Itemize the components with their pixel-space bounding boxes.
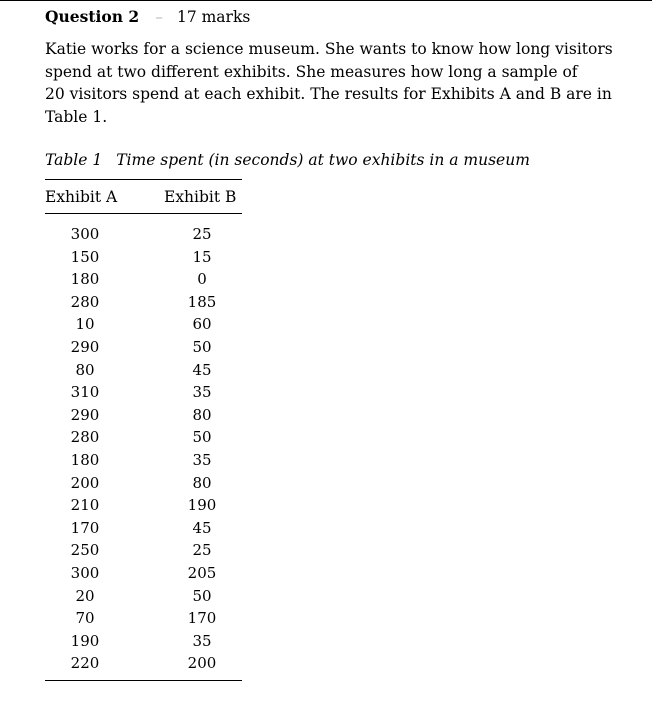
exhibit-b-value: 205 [187, 563, 217, 582]
exhibit-b-value: 45 [192, 360, 212, 379]
column-header-exhibit-a: Exhibit A [45, 188, 118, 206]
intro-line: spend at two different exhibits. She measures how long a sample of [45, 62, 578, 81]
table-row [45, 517, 242, 540]
exhibit-a-value: 250 [70, 541, 100, 560]
exhibit-b-value: 35 [192, 631, 212, 650]
table-row [45, 449, 242, 472]
intro-line: Katie works for a science museum. She wants to know how long visitors [45, 40, 613, 58]
table-row [45, 381, 242, 404]
exhibit-b-value: 80 [192, 473, 212, 492]
table-row [45, 630, 242, 653]
table-row [45, 246, 242, 269]
table-body [45, 223, 242, 675]
intro-line: Table 1. [45, 107, 108, 126]
exhibit-a-value: 180 [70, 270, 100, 289]
exhibit-a-value: 310 [70, 383, 100, 402]
table-row [45, 268, 242, 291]
exhibit-a-value: 180 [70, 450, 100, 469]
exhibit-b-value: 25 [192, 541, 212, 560]
exhibit-a-value: 170 [70, 518, 100, 537]
exhibit-a-value: 200 [70, 473, 100, 492]
exhibit-a-value: 190 [70, 631, 100, 650]
exhibit-a-value: 20 [75, 586, 95, 605]
question-marks: 17 marks [176, 8, 251, 26]
exhibit-a-value: 220 [70, 654, 100, 673]
exhibit-b-value: 170 [187, 609, 217, 628]
exhibit-a-value: 70 [75, 609, 95, 628]
exhibit-b-value: 185 [187, 292, 217, 311]
table-row [45, 652, 242, 675]
column-header-exhibit-b: Exhibit B [164, 188, 237, 206]
top-border-line [0, 0, 652, 1]
exhibit-a-value: 210 [70, 496, 100, 515]
exhibit-b-value: 50 [192, 586, 212, 605]
exhibit-b-value: 35 [192, 450, 212, 469]
table-row [45, 291, 242, 314]
exhibit-b-value: 45 [192, 518, 212, 537]
table-top-rule [45, 179, 242, 180]
table-row [45, 359, 242, 382]
table-row [45, 494, 242, 517]
table-row [45, 404, 242, 427]
exhibit-a-value: 10 [75, 315, 95, 334]
exhibit-b-value: 50 [192, 337, 212, 356]
exhibit-a-value: 280 [70, 292, 100, 311]
table-row [45, 336, 242, 359]
table-caption-text: Time spent (in seconds) at two exhibits in a museum [116, 151, 530, 169]
exhibit-b-value: 80 [192, 405, 212, 424]
table-row [45, 585, 242, 608]
exhibit-a-value: 300 [70, 563, 100, 582]
exhibit-b-value: 50 [192, 428, 212, 447]
exhibit-a-value: 150 [70, 247, 100, 266]
table-row [45, 562, 242, 585]
table-caption [45, 150, 530, 170]
table-header-rule [45, 213, 242, 214]
exhibit-b-value: 0 [197, 270, 207, 289]
table-row [45, 223, 242, 246]
question-header [45, 7, 250, 27]
exhibit-b-value: 25 [192, 225, 212, 243]
question-intro [45, 38, 645, 128]
exhibit-a-value: 300 [70, 225, 100, 243]
exhibit-a-value: 290 [70, 405, 100, 424]
table-bottom-rule [45, 680, 242, 681]
table-row [45, 472, 242, 495]
exhibit-a-value: 80 [75, 360, 95, 379]
exhibit-b-value: 200 [187, 654, 217, 673]
table-caption-label: Table 1 [45, 151, 103, 169]
exhibit-a-value: 290 [70, 337, 100, 356]
exhibit-b-value: 190 [187, 496, 217, 515]
exhibit-b-value: 35 [192, 383, 212, 402]
question-dash: – [155, 8, 163, 26]
exhibit-b-value: 15 [192, 247, 212, 266]
exhibit-b-value: 60 [192, 315, 212, 334]
table-row [45, 426, 242, 449]
table-row [45, 539, 242, 562]
exhibit-a-value: 280 [70, 428, 100, 447]
intro-line: 20 visitors spend at each exhibit. The results for Exhibits A and B are in [45, 85, 612, 104]
table-row [45, 313, 242, 336]
question-title: Question 2 [45, 7, 140, 26]
table-row [45, 607, 242, 630]
